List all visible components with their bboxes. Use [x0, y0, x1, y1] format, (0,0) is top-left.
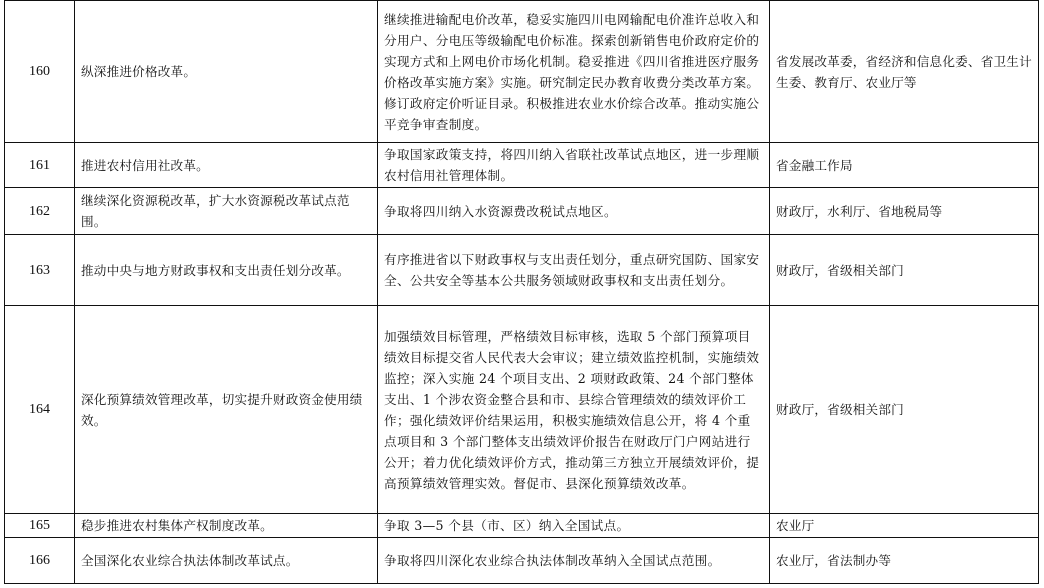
table-row	[5, 143, 1039, 188]
reform-task-table	[4, 0, 1039, 584]
row-number: 160	[5, 1, 75, 143]
table-row	[5, 188, 1039, 235]
responsible-dept: 财政厅，省级相关部门	[770, 235, 1039, 306]
responsible-dept: 省金融工作局	[770, 143, 1039, 188]
reform-measures: 继续推进输配电价改革，稳妥实施四川电网输配电价准许总收入和分用户、分电压等级输配电价标准。探索创新销售电价政府定价的实现方式和上网电价市场化机制。稳妥推进《四川省推进医疗服务价格改革实施方案》实施。研究制定民办教育收费分类改革方案。修订政府定价听证目录。积极推进农业水价综合改革。推动实施公平竞争审查制度。	[378, 1, 770, 143]
table-row	[5, 235, 1039, 306]
row-number: 166	[5, 538, 75, 584]
reform-measures: 加强绩效目标管理，严格绩效目标审核，选取 5 个部门预算项目绩效目标提交省人民代表大会审议；建立绩效监控机制，实施绩效监控；深入实施 24 个项目支出、2 项财政政策、24 个部门整体支出、1 个涉农资金整合县和市、县综合管理绩效的绩效评价工作；强化绩效评价结果运用，积极实施绩效信息公开，将 4 个重点项目和 3 个部门整体支出绩效评价报告在财政厅门户网站进行公开；着力优化绩效评价方式，推动第三方独立开展绩效评价，提高预算绩效管理实效。督促市、县深化预算绩效改革。	[378, 306, 770, 514]
reform-measures: 争取将四川深化农业综合执法体制改革纳入全国试点范围。	[378, 538, 770, 584]
table-row	[5, 1, 1039, 143]
reform-item: 继续深化资源税改革，扩大水资源税改革试点范围。	[75, 188, 378, 235]
reform-measures: 争取国家政策支持，将四川纳入省联社改革试点地区，进一步理顺农村信用社管理体制。	[378, 143, 770, 188]
reform-item: 纵深推进价格改革。	[75, 1, 378, 143]
reform-measures: 争取将四川纳入水资源费改税试点地区。	[378, 188, 770, 235]
reform-item: 深化预算绩效管理改革，切实提升财政资金使用绩效。	[75, 306, 378, 514]
reform-measures: 争取 3—5 个县（市、区）纳入全国试点。	[378, 514, 770, 538]
row-number: 162	[5, 188, 75, 235]
row-number: 165	[5, 514, 75, 538]
responsible-dept: 省发展改革委，省经济和信息化委、省卫生计生委、教育厅、农业厅等	[770, 1, 1039, 143]
reform-item: 全国深化农业综合执法体制改革试点。	[75, 538, 378, 584]
row-number: 161	[5, 143, 75, 188]
responsible-dept: 农业厅，省法制办等	[770, 538, 1039, 584]
table-row	[5, 514, 1039, 538]
reform-measures: 有序推进省以下财政事权与支出责任划分，重点研究国防、国家安全、公共安全等基本公共服务领域财政事权和支出责任划分。	[378, 235, 770, 306]
responsible-dept: 财政厅，省级相关部门	[770, 306, 1039, 514]
responsible-dept: 农业厅	[770, 514, 1039, 538]
responsible-dept: 财政厅，水利厅、省地税局等	[770, 188, 1039, 235]
table-row	[5, 306, 1039, 514]
row-number: 164	[5, 306, 75, 514]
table-row	[5, 538, 1039, 584]
reform-item: 推动中央与地方财政事权和支出责任划分改革。	[75, 235, 378, 306]
reform-item: 稳步推进农村集体产权制度改革。	[75, 514, 378, 538]
reform-item: 推进农村信用社改革。	[75, 143, 378, 188]
row-number: 163	[5, 235, 75, 306]
